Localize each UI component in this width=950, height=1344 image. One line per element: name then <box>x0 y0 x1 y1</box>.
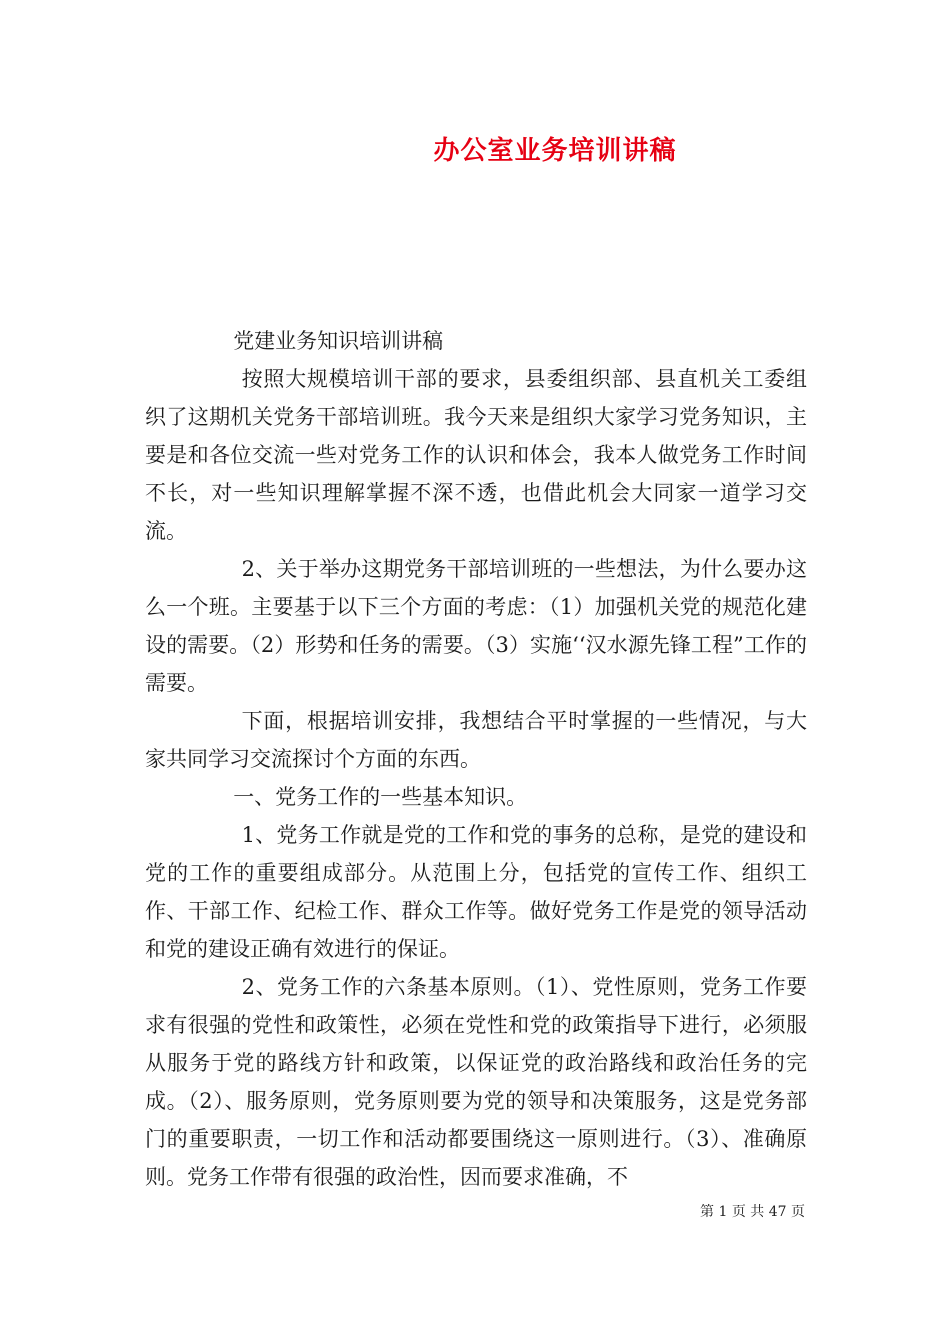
paragraph-transition: 下面，根据培训安排，我想结合平时掌握的一些情况，与大家共同学习交流探讨个方面的东西。 <box>145 709 807 771</box>
paragraph-definition: 1、党务工作就是党的工作和党的事务的总称，是党的建设和党的工作的重要组成部分。从范围上分，包括党的宣传工作、组织工作、干部工作、纪检工作、群众工作等。做好党务工作是党的领导活动和党的建设正确有效进行的保证。 <box>145 823 807 961</box>
page-number: 第 1 页 共 47 页 <box>700 1204 805 1220</box>
paragraph-purpose: 2、关于举办这期党务干部培训班的一些想法，为什么要办这么一个班。主要基于以下三个方面的考虑：（1）加强机关党的规范化建设的需要。（2）形势和任务的需要。（3）实施‘‘汉水源先锋工程”工作的需要。 <box>145 557 807 695</box>
paragraph-intro: 按照大规模培训干部的要求，县委组织部、县直机关工委组织了这期机关党务干部培训班。我今天来是组织大家学习党务知识，主要是和各位交流一些对党务工作的认识和体会，我本人做党务工作时间不长，对一些知识理解掌握不深不透，也借此机会大同家一道学习交流。 <box>145 367 807 543</box>
section-heading: 一、党务工作的一些基本知识。 <box>233 785 528 809</box>
document-subtitle: 党建业务知识培训讲稿 <box>233 329 444 353</box>
page-title: 办公室业务培训讲稿 <box>433 136 677 166</box>
paragraph-principles: 2、党务工作的六条基本原则。（1）、党性原则，党务工作要求有很强的党性和政策性，必须在党性和党的政策指导下进行，必须服从服务于党的路线方针和政策，以保证党的政治路线和政治任务的完成。（2）、服务原则，党务原则要为党的领导和决策服务，这是党务部门的重要职责，一切工作和活动都要围绕这一原则进行。（3）、准确原则。党务工作带有很强的政治性，因而要求准确，不 <box>145 975 807 1189</box>
document-body <box>145 322 807 1196</box>
